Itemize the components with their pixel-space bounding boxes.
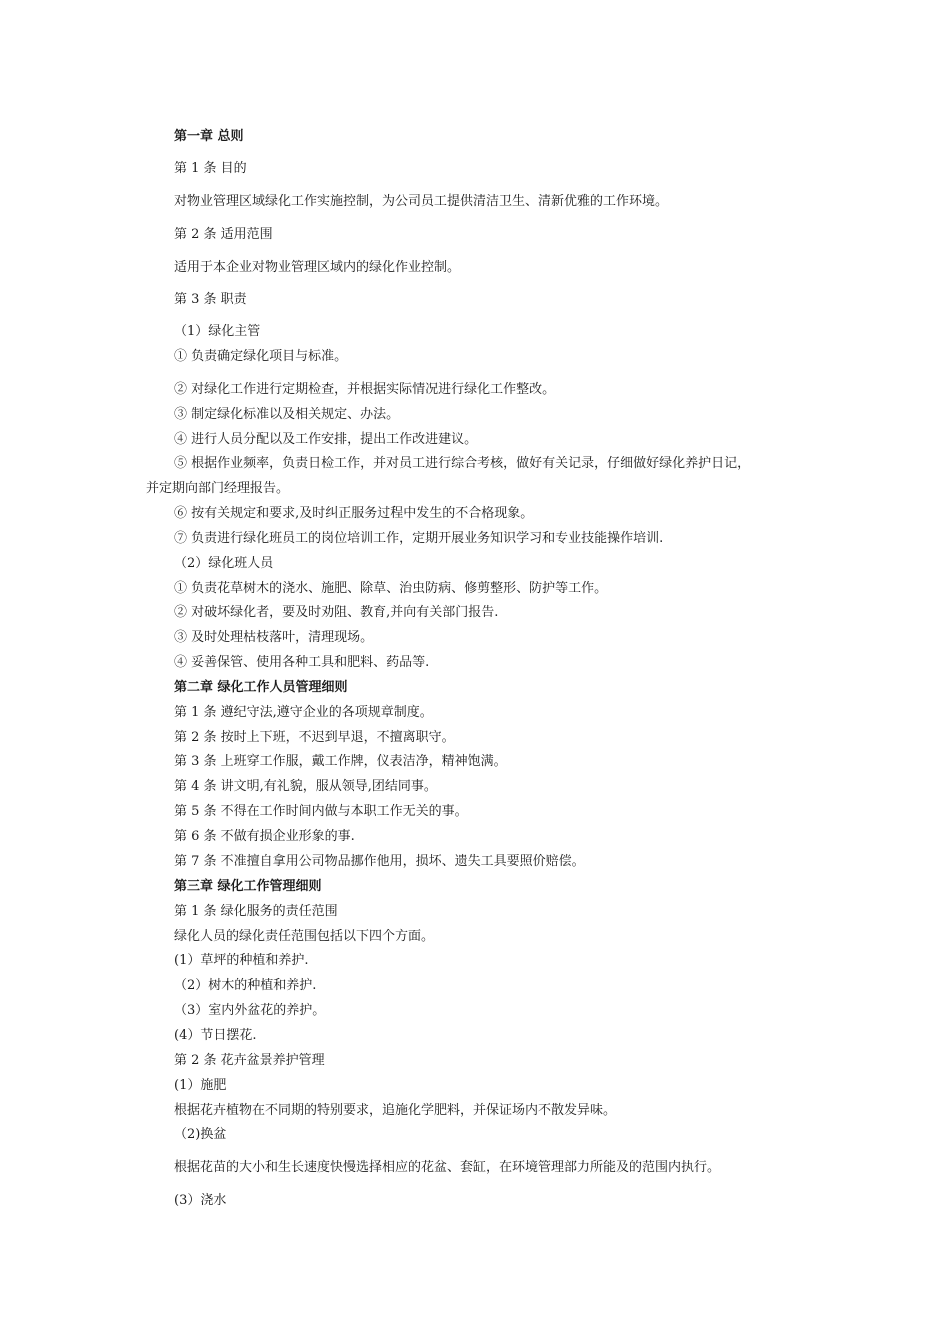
- supervisor-item: ④ 进行人员分配以及工作安排，提出工作改进建议。: [174, 432, 478, 447]
- staff-title: （2）绿化班人员: [174, 556, 274, 571]
- article-2-title: 第 2 条 适用范围: [174, 227, 273, 242]
- article-1-text: 对物业管理区域绿化工作实施控制，为公司员工提供清洁卫生、清新优雅的工作环境。: [174, 194, 669, 209]
- chapter-2-title: 第二章 绿化工作人员管理细则: [174, 680, 348, 695]
- supervisor-item: ③ 制定绿化标准以及相关规定、办法。: [174, 407, 400, 422]
- repot-text: 根据花苗的大小和生长速度快慢选择相应的花盆、套缸，在环境管理部力所能及的范围内执行。: [174, 1160, 721, 1175]
- supervisor-item: ② 对绿化工作进行定期检查，并根据实际情况进行绿化工作整改。: [174, 382, 556, 397]
- chapter-3-article-1-title: 第 1 条 绿化服务的责任范围: [174, 904, 338, 919]
- chapter-2-article: 第 2 条 按时上下班，不迟到早退，不擅离职守。: [174, 730, 455, 745]
- staff-item: ④ 妥善保管、使用各种工具和肥料、药品等.: [174, 655, 430, 670]
- water-title: (3）浇水: [174, 1193, 227, 1208]
- fertilize-title: (1）施肥: [174, 1078, 227, 1093]
- chapter-3-article-1-intro: 绿化人员的绿化责任范围包括以下四个方面。: [174, 929, 435, 944]
- chapter-3-title: 第三章 绿化工作管理细则: [174, 879, 322, 894]
- supervisor-item: ⑥ 按有关规定和要求,及时纠正服务过程中发生的不合格现象。: [174, 506, 534, 521]
- chapter-2-article: 第 4 条 讲文明,有礼貌，服从领导,团结同事。: [174, 779, 437, 794]
- supervisor-item: ⑤ 根据作业频率，负责日检工作，并对员工进行综合考核，做好有关记录，仔细做好绿化养护日记，: [174, 456, 751, 471]
- repot-title: （2)换盆: [174, 1127, 227, 1142]
- chapter-3-article-2-title: 第 2 条 花卉盆景养护管理: [174, 1053, 325, 1068]
- chapter-2-article: 第 7 条 不准擅自拿用公司物品挪作他用，损坏、遗失工具要照价赔偿。: [174, 854, 585, 869]
- chapter-2-article: 第 1 条 遵纪守法,遵守企业的各项规章制度。: [174, 705, 433, 720]
- responsibility-item: (4）节日摆花.: [174, 1028, 257, 1043]
- chapter-1-title: 第一章 总则: [174, 129, 244, 144]
- chapter-2-article: 第 6 条 不做有损企业形象的事.: [174, 829, 355, 844]
- article-3-title: 第 3 条 职责: [174, 292, 247, 307]
- staff-item: ③ 及时处理枯枝落叶，清理现场。: [174, 630, 374, 645]
- fertilize-text: 根据花卉植物在不同期的特别要求，追施化学肥料，并保证场内不散发异味。: [174, 1103, 617, 1118]
- supervisor-item-continuation: 并定期向部门经理报告。: [146, 481, 290, 496]
- article-1-title: 第 1 条 目的: [174, 161, 247, 176]
- supervisor-item: ⑦ 负责进行绿化班员工的岗位培训工作，定期开展业务知识学习和专业技能操作培训.: [174, 531, 664, 546]
- staff-item: ① 负责花草树木的浇水、施肥、除草、治虫防病、修剪整形、防护等工作。: [174, 581, 608, 596]
- responsibility-item: (1）草坪的种植和养护.: [174, 953, 309, 968]
- staff-item: ② 对破坏绿化者，要及时劝阻、教育,并向有关部门报告.: [174, 605, 499, 620]
- chapter-2-article: 第 5 条 不得在工作时间内做与本职工作无关的事。: [174, 804, 468, 819]
- supervisor-title: （1）绿化主管: [174, 324, 261, 339]
- supervisor-item: ① 负责确定绿化项目与标准。: [174, 349, 348, 364]
- responsibility-item: （2）树木的种植和养护.: [174, 978, 317, 993]
- chapter-2-article: 第 3 条 上班穿工作服，戴工作牌，仪表洁净，精神饱满。: [174, 754, 507, 769]
- responsibility-item: （3）室内外盆花的养护。: [174, 1003, 326, 1018]
- article-2-text: 适用于本企业对物业管理区域内的绿化作业控制。: [174, 260, 461, 275]
